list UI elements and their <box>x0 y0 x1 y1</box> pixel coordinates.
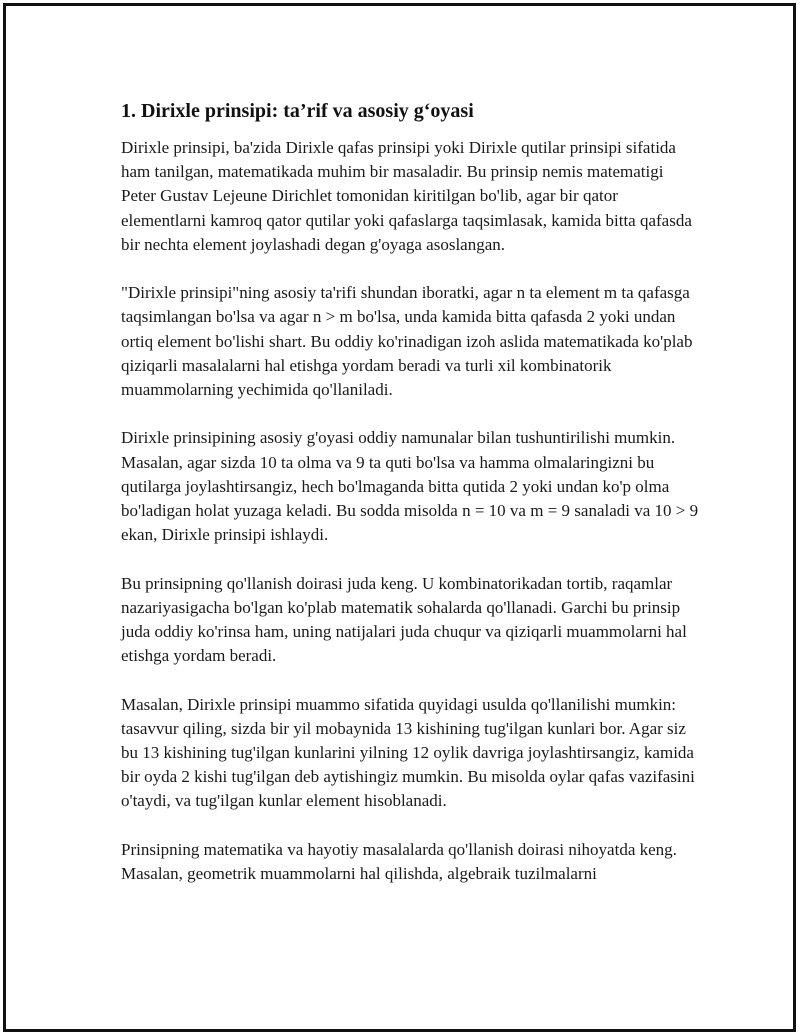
paragraph-applications: Prinsipning matematika va hayotiy masalalarda qo'llanish doirasi nihoyatda keng. Masalan, geometrik muammolarni hal qilishda, algebraik tuzilmalarni <box>121 839 677 884</box>
paragraph-definition-intro: Dirixle prinsipi, ba'zida Dirixle qafas prinsipi yoki Dirixle qutilar prinsipi sifatida ham tanilgan, matematikada muhim bir masaladir. Bu prinsip nemis matematigi Peter Gustav Lejeune Dirichlet tomonidan kiritilgan bo'lib, agar bir qator elementlarni kamroq qator qutilar yoki qafaslarga taqsimlasak, kamida bitta qafasda bir nechta element joylashadi degan g'oyaga asoslangan. <box>121 138 692 254</box>
paragraph-birthdays-example: Masalan, Dirixle prinsipi muammo sifatida quyidagi usulda qo'llanilishi mumkin: tasavvur qiling, sizda bir yil mobaynida 13 kishining tug'ilgan kunlari bor. Agar siz bu 13 kishining tug'ilgan kunlarini yilning 12 oylik davriga joylashtirsangiz, kamida bir oyda 2 kishi tug'ilgan deb aytishingiz mumkin. Bu misolda oylar qafas vazifasini o'taydi, va tug'ilgan kunlar element hisoblanadi. <box>121 694 695 811</box>
document-body <box>121 98 701 910</box>
section-heading: 1. Dirixle prinsipi: ta’rif va asosiy g‘oyasi <box>121 100 474 122</box>
paragraph-scope: Bu prinsipning qo'llanish doirasi juda keng. U kombinatorikadan tortib, raqamlar nazariyasigacha bo'lgan ko'plab matematik sohalarda qo'llanadi. Garchi bu prinsip juda oddiy ko'rinsa ham, uning natijalari juda chuqur va qiziqarli muammolarni hal etishga yordam beradi. <box>121 573 687 666</box>
page-frame <box>3 3 796 1032</box>
paragraph-main-definition: "Dirixle prinsipi"ning asosiy ta'rifi shundan iboratki, agar n ta element m ta qafasga taqsimlangan bo'lsa va agar n > m bo'lsa, unda kamida bitta qafasda 2 yoki undan ortiq element bo'lishi shart. Bu oddiy ko'rinadigan izoh aslida matematikada ko'plab qiziqarli masalalarni hal etishga yordam beradi va turli xil kombinatorik muammolarning yechimida qo'llaniladi. <box>121 283 693 400</box>
paragraph-apples-example: Dirixle prinsipining asosiy g'oyasi oddiy namunalar bilan tushuntirilishi mumkin. Masalan, agar sizda 10 ta olma va 9 ta quti bo'lsa va hamma olmalaringizni bu qutilarga joylashtirsangiz, hech bo'lmaganda bitta qutida 2 yoki undan ko'p olma bo'ladigan holat yuzaga keladi. Bu sodda misolda n = 10 va m = 9 sanaladi va 10 > 9 ekan, Dirixle prinsipi ishlaydi. <box>121 428 699 545</box>
